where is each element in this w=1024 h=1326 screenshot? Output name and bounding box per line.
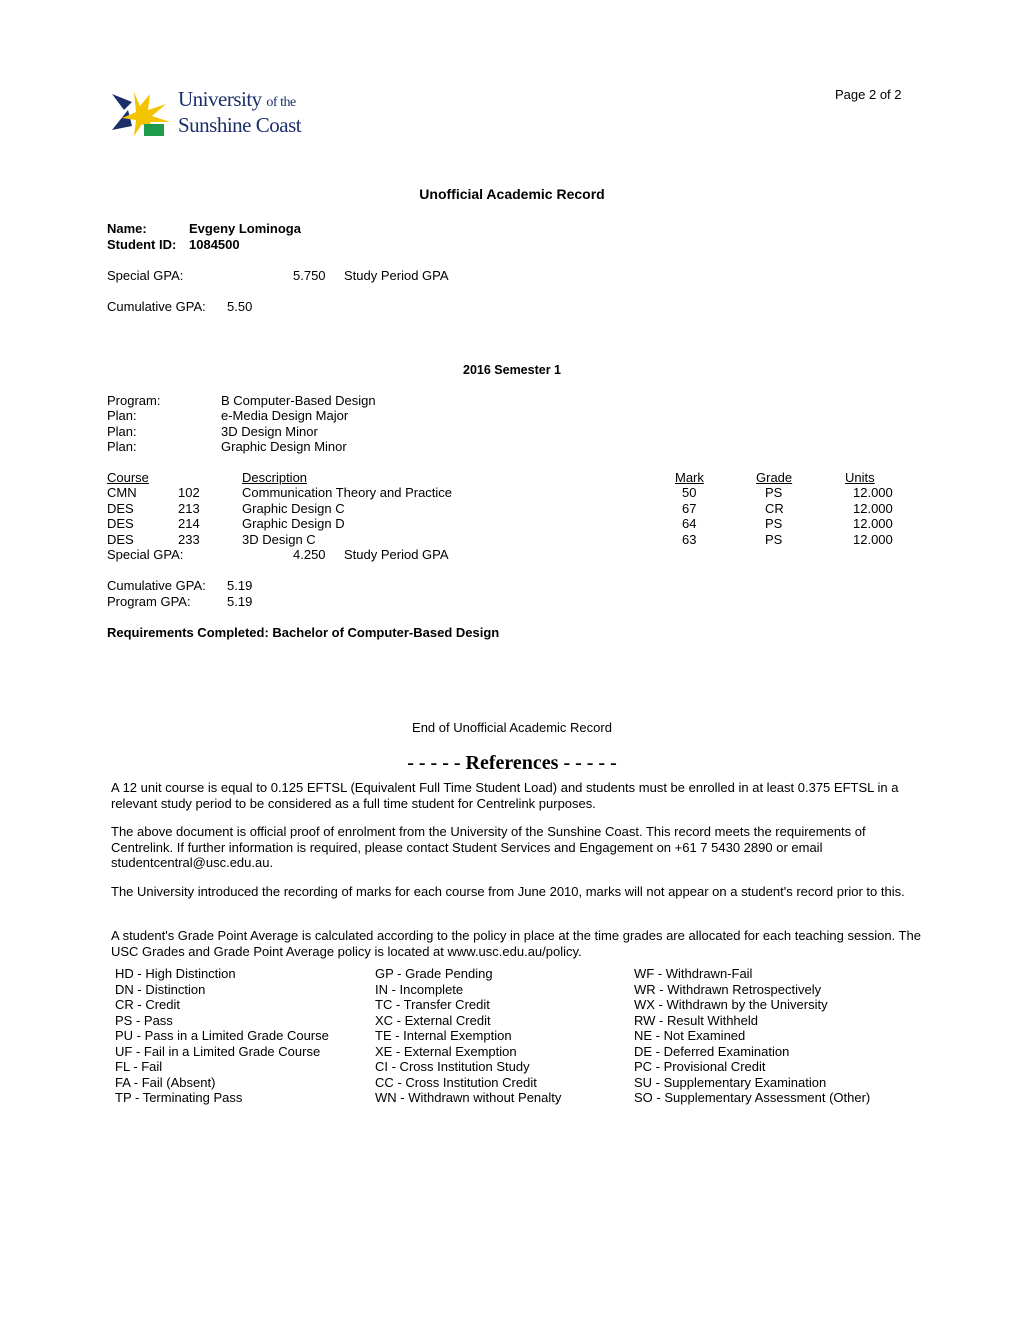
list-item: CC - Cross Institution Credit — [375, 1074, 537, 1090]
list-item: DE - Deferred Examination — [634, 1043, 790, 1059]
course-description: Communication Theory and Practice — [242, 485, 453, 500]
special-gpa-desc: Study Period GPA — [344, 268, 449, 283]
table-row — [0, 516, 1024, 531]
logo-text-sunshine-coast: Sunshine Coast — [178, 113, 302, 137]
logo-shape-navy-bottom — [112, 110, 132, 130]
course-number: 233 — [178, 532, 200, 547]
course-table-header — [0, 470, 1024, 485]
reference-paragraph-eftsl: A 12 unit course is equal to 0.125 EFTSL (Equivalent Full Time Student Load) and students must be enrolled in at least 0.375 EFTSL in a relevant study period to be considered as a full time student for Centrelink purposes. — [111, 780, 899, 811]
list-item: TP - Terminating Pass — [115, 1090, 243, 1105]
list-item: NE - Not Examined — [634, 1028, 746, 1043]
header-mark: Mark — [675, 470, 704, 485]
grade-legend-column-2 — [375, 966, 561, 1106]
course-subject: CMN — [107, 485, 137, 500]
student-id: 1084500 — [189, 237, 240, 252]
list-item: HD - High Distinction — [115, 966, 236, 981]
list-item: XE - External Exemption — [375, 1043, 517, 1059]
grade-legend-column-3 — [634, 966, 870, 1106]
plan-label: Plan: — [107, 439, 137, 454]
table-row — [0, 501, 1024, 516]
course-grade: CR — [765, 501, 784, 516]
course-number: 102 — [178, 485, 200, 500]
list-item: CR - Credit — [115, 997, 181, 1012]
course-units: 12.000 — [853, 532, 893, 547]
semester-cumulative-gpa-value: 5.19 — [227, 578, 253, 593]
course-number: 214 — [178, 516, 200, 531]
header-grade: Grade — [756, 470, 793, 485]
semester-title: 2016 Semester 1 — [463, 363, 561, 377]
end-of-record: End of Unofficial Academic Record — [412, 720, 612, 735]
course-description: 3D Design C — [242, 532, 316, 547]
course-units: 12.000 — [853, 516, 893, 531]
list-item: GP - Grade Pending — [375, 966, 493, 981]
special-gpa-value: 5.750 — [293, 268, 326, 283]
plan-label: Plan: — [107, 408, 137, 423]
logo-text-university: University — [178, 87, 262, 111]
list-item: WR - Withdrawn Retrospectively — [634, 981, 822, 997]
list-item: UF - Fail in a Limited Grade Course — [115, 1043, 321, 1059]
list-item: PC - Provisional Credit — [634, 1059, 766, 1074]
reference-paragraph-enrolment: The above document is official proof of enrolment from the University of the Sunshine Coast. This record meets the requirements of Centrelink. If further information is required, please contact Student Services and Engagement on +61 7 5430 2890 or email studentcentral@usc.edu.au. — [111, 824, 866, 870]
course-description: Graphic Design C — [242, 501, 345, 516]
name-label: Name: — [107, 221, 147, 236]
page-number: Page 2 of 2 — [835, 87, 902, 102]
list-item: TE - Internal Exemption — [375, 1028, 512, 1043]
logo-text-of-the: of the — [266, 95, 296, 110]
course-number: 213 — [178, 501, 200, 516]
program-gpa-label: Program GPA: — [107, 594, 191, 609]
list-item: PS - Pass — [115, 1012, 173, 1028]
reference-paragraph-gpa: A student's Grade Point Average is calculated according to the policy in place at the time grades are allocated for each teaching session. The USC Grades and Grade Point Average policy is located at www.usc.edu.au/policy. — [111, 928, 921, 959]
list-item: TC - Transfer Credit — [375, 997, 490, 1012]
course-grade: PS — [765, 532, 783, 547]
list-item: RW - Result Withheld — [634, 1012, 759, 1028]
list-item: CI - Cross Institution Study — [375, 1059, 530, 1074]
course-subject: DES — [107, 516, 134, 531]
plan-value: 3D Design Minor — [221, 424, 318, 439]
student-id-label: Student ID: — [107, 237, 177, 252]
list-item: PU - Pass in a Limited Grade Course — [115, 1028, 329, 1043]
list-item: FA - Fail (Absent) — [115, 1074, 216, 1090]
references-title: - - - - - References - - - - - — [407, 752, 617, 774]
course-description: Graphic Design D — [242, 516, 345, 531]
list-item: IN - Incomplete — [375, 981, 464, 997]
reference-paragraph-marks: The University introduced the recording of marks for each course from June 2010, marks will not appear on a student's record prior to this. — [111, 884, 905, 899]
logo-wordmark — [178, 88, 301, 136]
semester-cumulative-gpa-label: Cumulative GPA: — [107, 578, 206, 593]
list-item: SU - Supplementary Examination — [634, 1074, 827, 1090]
header-course: Course — [107, 470, 149, 485]
list-item: WX - Withdrawn by the University — [634, 997, 828, 1012]
grade-legend-column-1 — [115, 966, 329, 1106]
logo-shape-green — [144, 124, 164, 136]
list-item: WF - Withdrawn-Fail — [634, 966, 753, 981]
header-description: Description — [242, 470, 308, 485]
list-item: WN - Withdrawn without Penalty — [375, 1090, 562, 1105]
semester-special-gpa-desc: Study Period GPA — [344, 547, 449, 562]
plan-value: e-Media Design Major — [221, 408, 349, 423]
plan-label: Plan: — [107, 424, 137, 439]
course-mark: 67 — [682, 501, 697, 516]
course-mark: 63 — [682, 532, 697, 547]
plan-label: Program: — [107, 393, 161, 408]
course-grade: PS — [765, 485, 783, 500]
record-title: Unofficial Academic Record — [419, 186, 605, 202]
requirements-completed: Requirements Completed: Bachelor of Computer-Based Design — [107, 625, 500, 640]
list-item: XC - External Credit — [375, 1012, 491, 1028]
course-units: 12.000 — [853, 485, 893, 500]
course-grade: PS — [765, 516, 783, 531]
course-mark: 50 — [682, 485, 697, 500]
plan-value: Graphic Design Minor — [221, 439, 347, 454]
course-subject: DES — [107, 501, 134, 516]
cumulative-gpa-label: Cumulative GPA: — [107, 299, 206, 314]
cumulative-gpa-value: 5.50 — [227, 299, 253, 314]
course-units: 12.000 — [853, 501, 893, 516]
semester-special-gpa-value: 4.250 — [293, 547, 326, 562]
course-mark: 64 — [682, 516, 697, 531]
program-gpa-value: 5.19 — [227, 594, 253, 609]
logo-shape-navy-top — [112, 94, 132, 110]
table-row — [0, 532, 1024, 547]
header-units: Units — [845, 470, 875, 485]
list-item: SO - Supplementary Assessment (Other) — [634, 1090, 871, 1105]
list-item: DN - Distinction — [115, 981, 206, 997]
list-item: FL - Fail — [115, 1059, 163, 1074]
student-name: Evgeny Lominoga — [189, 221, 301, 236]
course-subject: DES — [107, 532, 134, 547]
semester-special-gpa-label: Special GPA: — [107, 547, 184, 562]
plan-value: B Computer-Based Design — [221, 393, 376, 408]
table-row — [0, 485, 1024, 500]
special-gpa-label: Special GPA: — [107, 268, 184, 283]
